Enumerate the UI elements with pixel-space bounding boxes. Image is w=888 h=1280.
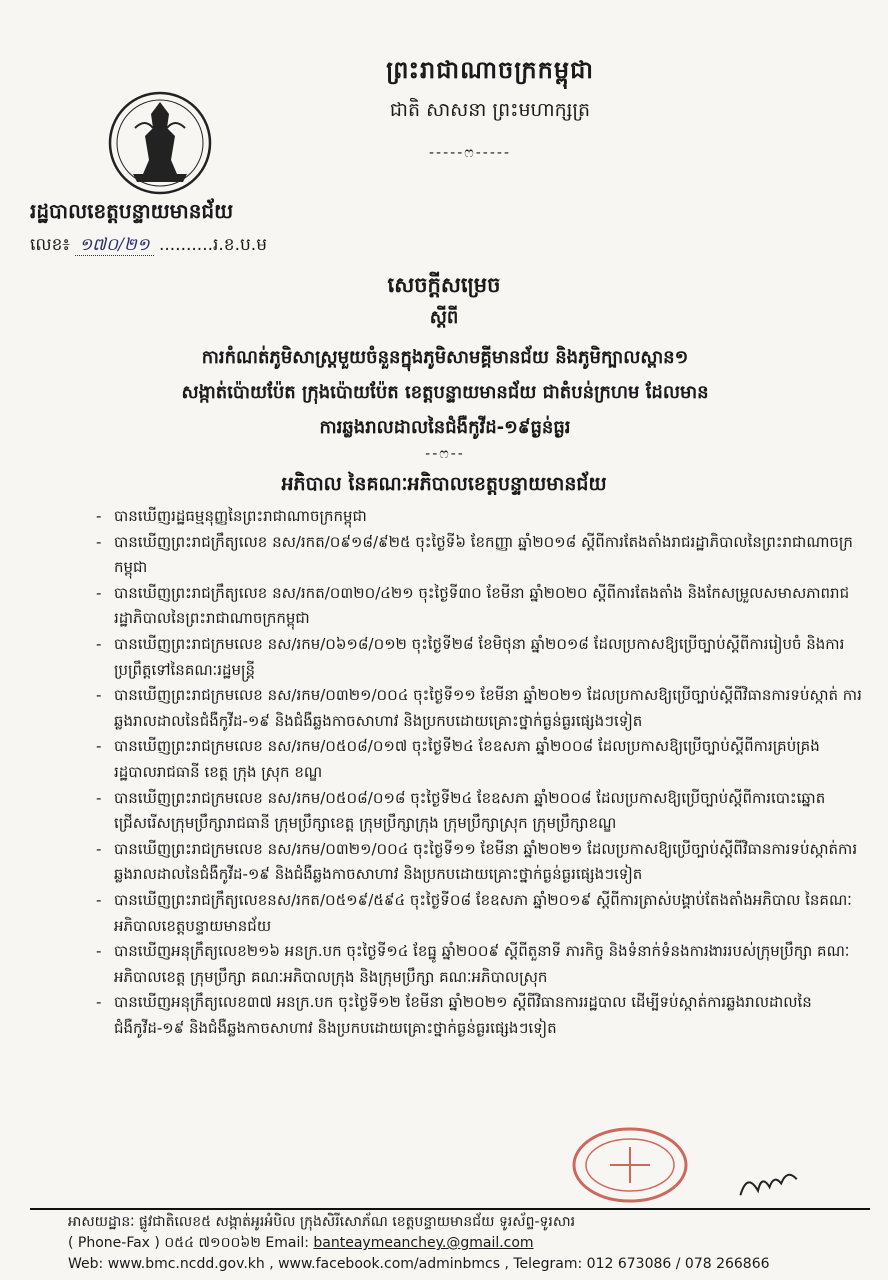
reference-value: ១៧០/២១ — [75, 235, 153, 256]
subject-line: សង្កាត់ប៉ោយប៉ែត ក្រុងប៉ោយប៉ែត ខេត្តបន្ទាយមានជ័យ ជាតំបន់ក្រហម ដែលមាន — [181, 382, 709, 403]
reference-label: លេខ៖ — [30, 235, 70, 255]
header-ornament: -----ෆ----- — [429, 145, 511, 161]
footer-contact — [68, 1212, 878, 1275]
consideration-item: - បានឃើញអនុក្រឹត្យលេខ៣៧ អនក្រ.បក ចុះថ្ងៃទី១២ ខែមីនា ឆ្នាំ២០២១ ស្តីពីវិធានការរដ្ឋបាល ដើម្បីទប់ស្កាត់ការឆ្លងរាលដាលនៃជំងឺកូវីដ-១៩ និងជំងឺឆ្លងកាចសាហាវ និងប្រកបដោយគ្រោះថ្នាក់ធ្ងន់ធ្ងរផ្សេងៗទៀត — [92, 990, 862, 1041]
considerations-list — [92, 504, 862, 1041]
consideration-item: - បានឃើញព្រះរាជក្រមលេខ នស/រកម/០៥០៨/០១៧ ចុះថ្ងៃទី២៤ ខែឧសភា ឆ្នាំ២០០៨ ដែលប្រកាសឱ្យប្រើច្បាប់ស្តីពីការគ្រប់គ្រងរដ្ឋបាលរាជធានី ខេត្ត ក្រុង ស្រុក ខណ្ឌ — [92, 734, 862, 785]
red-stamp-icon — [570, 1125, 690, 1205]
document-title: សេចក្តីសម្រេច — [387, 273, 501, 297]
consideration-item: - បានឃើញព្រះរាជក្រមលេខ នស/រកម/០៣២១/០០៤ ចុះថ្ងៃទី១១ ខែមីនា ឆ្នាំ២០២១ ដែលប្រកាសឱ្យប្រើច្បាប់ស្តីពីវិធានការទប់ស្កាត់ការឆ្លងរាលដាលនៃជំងឺកូវីដ-១៩ និងជំងឺឆ្លងកាចសាហាវ និងប្រកបដោយគ្រោះថ្នាក់ធ្ងន់ធ្ងរផ្សេងៗទៀត — [92, 837, 862, 888]
national-motto: ជាតិ សាសនា ព្រះមហាក្សត្រ — [389, 99, 591, 121]
consideration-item: - បានឃើញព្រះរាជក្រឹត្យលេខ នស/រកត/០៩១៨/៩២៥ ចុះថ្ងៃទី៦ ខែកញ្ញា ឆ្នាំ២០១៨ ស្តីពីការតែងតាំងរាជរដ្ឋាភិបាលនៃព្រះរាជាណាចក្រកម្ពុជា — [92, 530, 862, 581]
footer-web: Web: www.bmc.ncdd.gov.kh , www.facebook.com/adminbmcs , Telegram: 012 673086 / 078 266866 — [68, 1256, 770, 1272]
provincial-seal-icon — [105, 88, 215, 198]
consideration-item: - បានឃើញព្រះរាជក្រមលេខ នស/រកម/០៦១៨/០១២ ចុះថ្ងៃទី២៨ ខែមិថុនា ឆ្នាំ២០១៨ ដែលប្រកាសឱ្យប្រើច្បាប់ស្តីពីការរៀបចំ និងការប្រព្រឹត្តទៅនៃគណៈរដ្ឋមន្ត្រី — [92, 632, 862, 683]
subject-line: ការកំណត់ភូមិសាស្ត្រមួយចំនួនក្នុងភូមិសាមគ្គីមានជ័យ និងភូមិក្បាលស្ពាន១ — [201, 347, 689, 368]
footer-address: អាសយដ្ឋានៈ ផ្លូវជាតិលេខ៥ សង្កាត់អូរអំបិល ក្រុងសិរីសោភ័ណ ខេត្តបន្ទាយមានជ័យ ទូរស័ព្ទ-ទូរសារ — [68, 1214, 576, 1230]
reference-number — [30, 234, 350, 259]
issuing-administration: រដ្ឋបាលខេត្តបន្ទាយមានជ័យ — [30, 199, 234, 223]
signature-icon — [733, 1160, 807, 1205]
phone-number: ០៥៤ ៧១០០៦២ — [164, 1235, 261, 1251]
footer-phone-email — [68, 1233, 878, 1254]
about-label: ស្តីពី — [429, 307, 459, 328]
phone-label: ( Phone-Fax ) — [68, 1235, 160, 1251]
consideration-item: - បានឃើញព្រះរាជក្រឹត្យលេខ នស/រកត/០៣២០/៤២១ ចុះថ្ងៃទី៣០ ខែមីនា ឆ្នាំ២០២០ ស្តីពីការតែងតាំង និងកែសម្រួលសមាសភាពរាជរដ្ឋាភិបាលនៃព្រះរាជាណាចក្រកម្ពុជា — [92, 581, 862, 632]
section-ornament: --ෆ-- — [425, 446, 465, 462]
subject-line: ការឆ្លងរាលដាលនៃជំងឺកូវីដ-១៩ធ្ងន់ធ្ងរ — [319, 417, 571, 438]
email-label: Email: — [265, 1235, 309, 1251]
reference-suffix: ..........រ.ខ.ប.ម — [158, 235, 267, 255]
consideration-item: - បានឃើញព្រះរាជក្រមលេខ នស/រកម/០៣២១/០០៤ ចុះថ្ងៃទី១១ ខែមីនា ឆ្នាំ២០២១ ដែលប្រកាសឱ្យប្រើច្បាប់ស្តីពីវិធានការទប់ស្កាត់ ការឆ្លងរាលដាលនៃជំងឺកូវីដ-១៩ និងជំងឺឆ្លងកាចសាហាវ និងប្រកបដោយគ្រោះថ្នាក់ធ្ងន់ធ្ងរផ្សេងៗទៀត — [92, 683, 862, 734]
consideration-item: - បានឃើញរដ្ឋធម្មនុញ្ញនៃព្រះរាជាណាចក្រកម្ពុជា — [92, 504, 862, 530]
kingdom-title: ព្រះរាជាណាចក្រកម្ពុជា — [386, 55, 594, 84]
email-link[interactable]: banteaymeanchey.@gmail.com — [313, 1235, 534, 1251]
decision-subject — [95, 340, 795, 445]
governor-heading: អភិបាល នៃគណៈអភិបាលខេត្តបន្ទាយមានជ័យ — [281, 473, 607, 495]
consideration-item: - បានឃើញព្រះរាជក្រមលេខ នស/រកម/០៥០៨/០១៨ ចុះថ្ងៃទី២៤ ខែឧសភា ឆ្នាំ២០០៨ ដែលប្រកាសឱ្យប្រើច្បាប់ស្តីពីការបោះឆ្នោតជ្រើសរើសក្រុមប្រឹក្សារាជធានី ក្រុមប្រឹក្សាខេត្ត ក្រុមប្រឹក្សាក្រុង ក្រុមប្រឹក្សាស្រុក ក្រុមប្រឹក្សាខណ្ឌ — [92, 786, 862, 837]
consideration-item: - បានឃើញព្រះរាជក្រឹត្យលេខនស/រកត/០៥១៩/៥៩៤ ចុះថ្ងៃទី០៨ ខែឧសភា ឆ្នាំ២០១៩ ស្តីពីការត្រាស់បង្គាប់តែងតាំងអភិបាល នៃគណៈអភិបាលខេត្តបន្ទាយមានជ័យ — [92, 888, 862, 939]
footer-divider — [30, 1208, 870, 1210]
consideration-item: - បានឃើញអនុក្រឹត្យលេខ២១៦ អនក្រ.បក ចុះថ្ងៃទី១៤ ខែធ្នូ ឆ្នាំ២០០៩ ស្តីពីតួនាទី ភារកិច្ច និងទំនាក់ទំនងការងាររបស់ក្រុមប្រឹក្សា គណៈអភិបាលខេត្ត ក្រុមប្រឹក្សា គណៈអភិបាលក្រុង និងក្រុមប្រឹក្សា គណៈអភិបាលស្រុក — [92, 939, 862, 990]
